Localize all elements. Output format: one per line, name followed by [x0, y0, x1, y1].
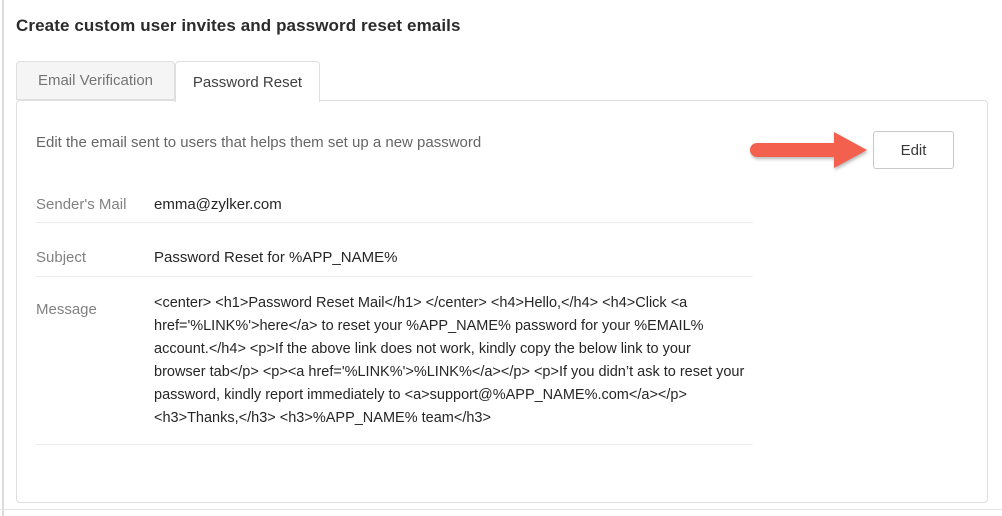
tab-password-reset[interactable]: Password Reset	[175, 61, 320, 102]
message-value: <center> <h1>Password Reset Mail</h1> </center> <h4>Hello,</h4> <h4>Click <a href='%LINK%'>here</a> to reset your %APP_NAME% password for your %EMAIL% account.</h4> <p>If the above link does not work, kindly copy the below link to your browser tab</p> <p><a href='%LINK%'>%LINK%</a></p> <p>If you didn’t ask to reset your password, kindly report immediately to <a>support@%APP_NAME%.com</a></p> <h3>Thanks,</h3> <h3>%APP_NAME% team</h3>	[154, 295, 745, 426]
left-edge-divider	[2, 0, 4, 516]
red-arrow-shape	[750, 132, 867, 168]
row-divider	[36, 222, 753, 223]
page-title: Create custom user invites and password reset emails	[16, 16, 461, 35]
sender-mail-value: emma@zylker.com	[154, 196, 282, 213]
bottom-edge-divider	[0, 509, 1002, 510]
red-arrow-icon	[748, 128, 870, 172]
message-label: Message	[36, 301, 97, 318]
row-divider	[36, 276, 753, 277]
edit-button[interactable]: Edit	[873, 131, 954, 169]
panel-description: Edit the email sent to users that helps them set up a new password	[36, 134, 482, 151]
sender-mail-label: Sender's Mail	[36, 196, 127, 213]
subject-value: Password Reset for %APP_NAME%	[154, 249, 398, 266]
tab-email-verification[interactable]: Email Verification	[16, 61, 175, 100]
subject-label: Subject	[36, 249, 87, 266]
password-reset-panel	[16, 100, 988, 503]
row-divider	[36, 444, 753, 445]
